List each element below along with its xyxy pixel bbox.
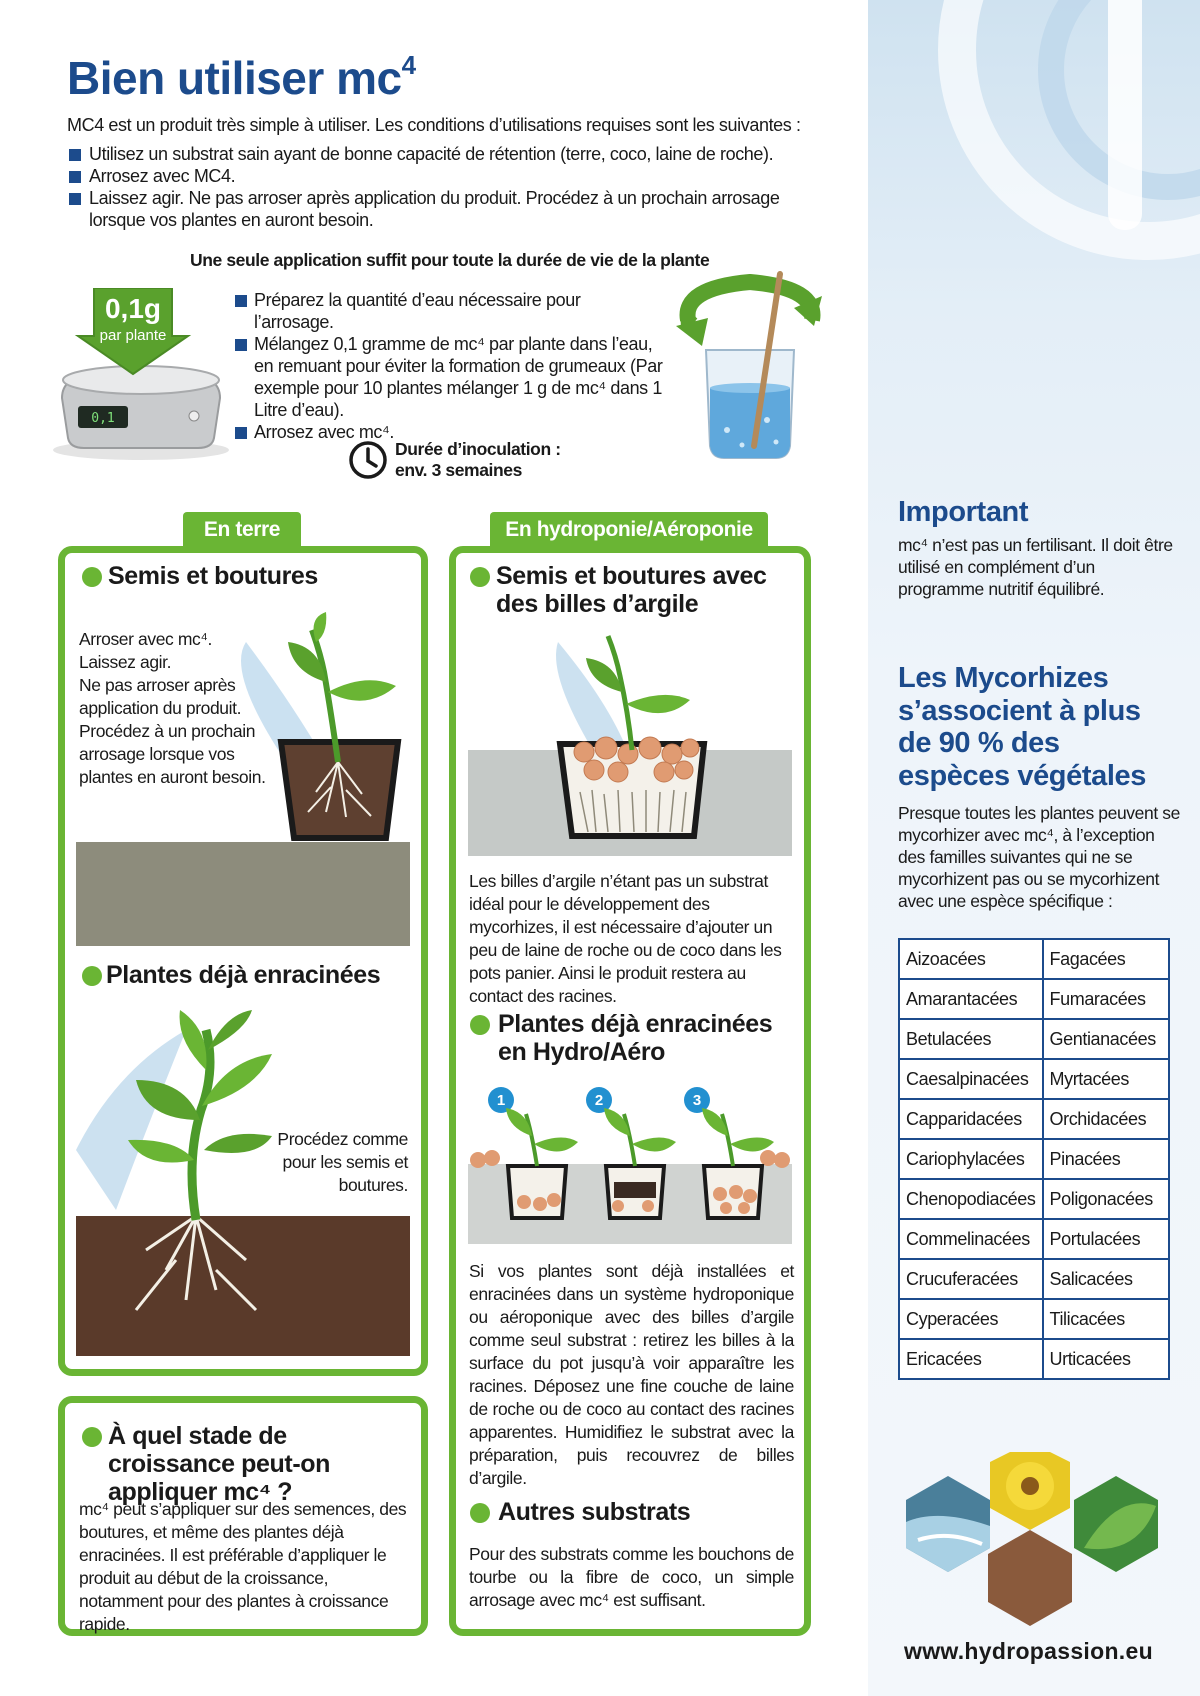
- billes-argile-text: Les billes d’argile n’étant pas un substrat idéal pour le développement des mycorhizes, il est nécessaire d’ajouter un peu de laine de roche ou de coco dans les pots panier. Ainsi le produit restera au contact des racines.: [469, 871, 782, 1006]
- seedling-pot-illustration: [76, 612, 410, 946]
- list-item: Mélangez 0,1 gramme de mc⁴ par plante dans l’eau, en remuant pour éviter la formation de grumeaux (Par exemple pour 10 plantes mélanger 1 g de mc⁴ dans 1 Litre d’eau).: [234, 333, 664, 421]
- step-number: 2: [594, 1092, 604, 1109]
- table-row: Capparidacées Orchidacées: [899, 1099, 1169, 1139]
- hydro-enracinees-title: Plantes déjà enracinées en Hydro/Aéro: [498, 1010, 773, 1066]
- hydro-enracinees-text: Si vos plantes sont déjà installées et enracinées dans un système hydroponique ou aéroponique avec des billes d’argile comme seul substrat : retirez les billes à la surface du pot jusqu’à voir apparaître les racines. Déposez une fine couche de laine de roche ou de coco au contact des racines apparentes. Humidifiez le substrat avec la préparation, puis recouvrez de billes d’argile.: [469, 1261, 794, 1488]
- preparation-steps: [234, 289, 664, 443]
- page-title: Bien utiliser $mc^4$: [67, 50, 416, 104]
- step-number: 3: [692, 1092, 702, 1109]
- scale-display: 0,1: [91, 411, 115, 426]
- list-item: Arrosez avec MC4.: [67, 165, 807, 187]
- semis-boutures-text: Arroser avec mc⁴. Laissez agir. Ne pas arroser après application du produit. Procédez à un prochain arrosage lorsque vos plantes en auront besoin.: [79, 629, 266, 787]
- autres-substrats-text: Pour des substrats comme les bouchons de tourbe ou la fibre de coco, un simple arrosage avec mc⁴ est suffisant.: [469, 1544, 794, 1610]
- bullet-dot: [82, 567, 102, 587]
- table-row: Commelinacées Portulacées: [899, 1219, 1169, 1259]
- bullet-dot: [470, 1015, 490, 1035]
- beaker-mixing-illustration: [672, 270, 828, 470]
- list-item: Utilisez un substrat sain ayant de bonne capacité de rétention (terre, coco, laine de roche).: [67, 143, 807, 165]
- table-row: Amarantacées Fumaracées: [899, 979, 1169, 1019]
- dose-amount: 0,1g: [104, 293, 162, 324]
- scale-illustration: [48, 288, 234, 464]
- plantes-enracinees-text: Procédez comme pour les semis et boutures.: [277, 1129, 408, 1195]
- list-item: Arrosez avec mc⁴.: [234, 421, 664, 443]
- table-row: Cariophylacées Pinacées: [899, 1139, 1169, 1179]
- important-text: mc⁴ n’est pas un fertilisant. Il doit être utilisé en complément d’un programme nutritif équilibré.: [898, 535, 1173, 599]
- step-number: 1: [496, 1092, 506, 1109]
- decorative-bar: [1108, 0, 1142, 230]
- table-row: Cyperacées Tilicacées: [899, 1299, 1169, 1339]
- tab-hydroponie: En hydroponie/Aéroponie: [490, 512, 768, 548]
- inoculation-duration: Durée d’inoculation : env. 3 semaines: [395, 439, 561, 480]
- semis-boutures-title: Semis et boutures: [108, 562, 318, 590]
- table-row: Chenopodiacées Poligonacées: [899, 1179, 1169, 1219]
- plantes-enracinees-title: Plantes déjà enracinées: [106, 961, 381, 989]
- clock-icon: [348, 440, 388, 480]
- dose-unit: par plante: [99, 327, 167, 344]
- bullet-dot: [82, 1427, 102, 1447]
- bullet-dot: [82, 966, 102, 986]
- mycorhizes-text: Presque toutes les plantes peuvent se mycorhizer avec mc⁴, à l’exception des familles suivantes qui ne se mycorhizent pas ou se mycorhizent avec une espèce spécifique :: [898, 803, 1180, 911]
- table-row: Caesalpinacées Myrtacées: [899, 1059, 1169, 1099]
- clay-pebble-pot-illustration: [468, 632, 792, 856]
- three-step-repotting-illustration: [468, 1084, 792, 1244]
- conditions-list: [67, 143, 807, 231]
- excluded-families-table: [898, 938, 1170, 1380]
- bullet-dot: [470, 1503, 490, 1523]
- mycorhizes-title: Les Mycorhizes s’associent à plus de 90 % des espèces végétales: [898, 662, 1146, 792]
- stade-title: À quel stade de croissance peut-on appliquer mc⁴ ?: [108, 1422, 331, 1506]
- important-title: Important: [898, 496, 1029, 528]
- table-row: Crucuferacées Salicacées: [899, 1259, 1169, 1299]
- table-row: Aizoacées Fagacées: [899, 939, 1169, 979]
- single-application-note: Une seule application suffit pour toute la durée de vie de la plante: [190, 250, 710, 270]
- intro-text: MC4 est un produit très simple à utiliser. Les conditions d’utilisations requises sont les suivantes :: [67, 115, 801, 135]
- list-item: Laissez agir. Ne pas arroser après application du produit. Procédez à un prochain arrosage lorsque vos plantes en auront besoin.: [67, 187, 807, 231]
- list-item: Préparez la quantité d’eau nécessaire pour l’arrosage.: [234, 289, 664, 333]
- bullet-dot: [470, 567, 490, 587]
- table-row: Ericacées Urticacées: [899, 1339, 1169, 1379]
- tab-en-terre: En terre: [183, 512, 301, 548]
- stade-text: mc⁴ peut s’appliquer sur des semences, des boutures, et même des plantes déjà enracinées. Il est préférable d’appliquer le produit au début de la croissance, notamment pour des plantes à croissance rapide.: [79, 1499, 407, 1634]
- autres-substrats-title: Autres substrats: [498, 1498, 691, 1526]
- table-row: Betulacées Gentianacées: [899, 1019, 1169, 1059]
- website-url: www.hydropassion.eu: [904, 1638, 1153, 1664]
- billes-argile-title: Semis et boutures avec des billes d’argile: [496, 562, 767, 618]
